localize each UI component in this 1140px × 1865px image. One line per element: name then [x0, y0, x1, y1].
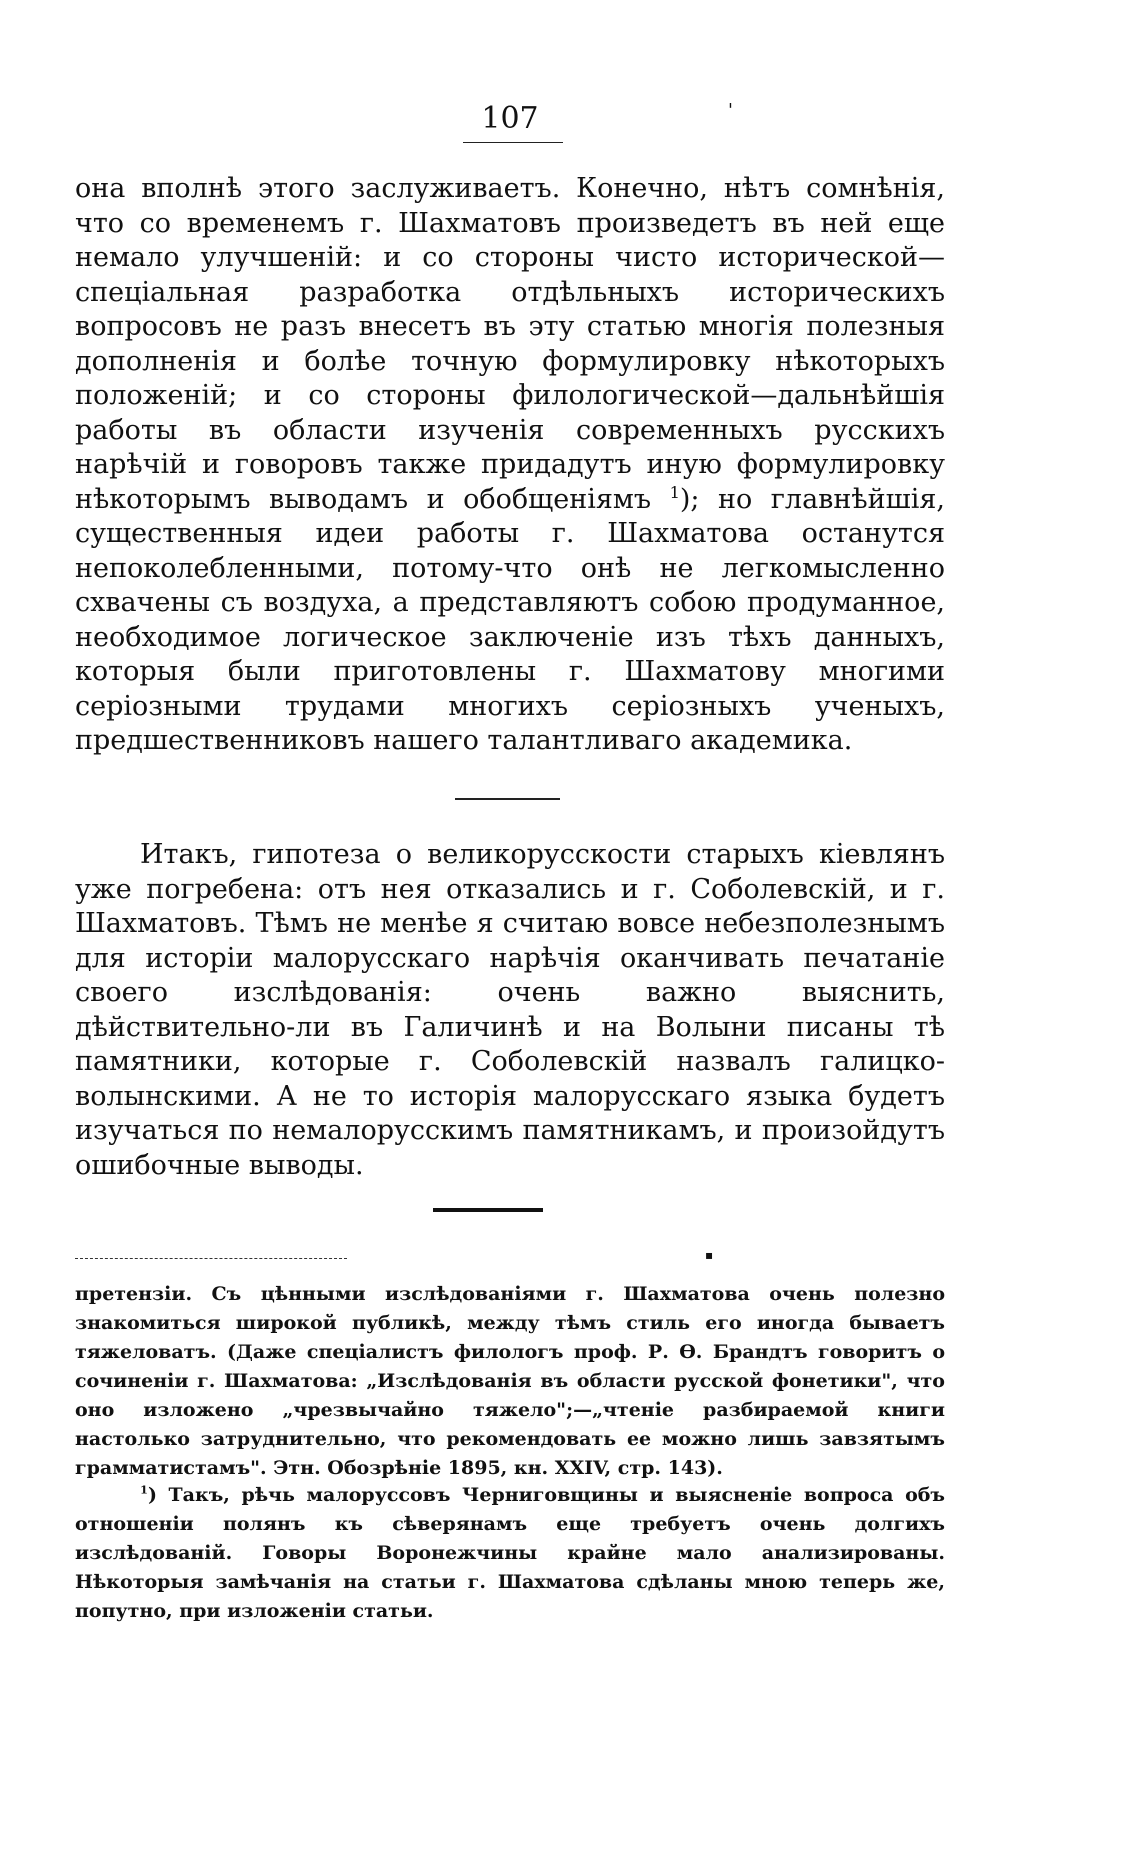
- paragraph-1-text: она вполнѣ этого заслуживаетъ. Конечно, нѣтъ сомнѣнія, что со временемъ г. Шахматовъ произведетъ въ ней еще немало улучшеній: и со стороны чисто исторической—спеціальная разработка отдѣльныхъ историческихъ вопросовъ не разъ внесетъ въ эту статью многія полезныя дополненія и болѣе точную формулировку нѣкоторыхъ положеній; и со стороны филологической—дальнѣйшія работы въ области изученія современныхъ русскихъ нарѣчій и говоровъ также придадутъ иную формулировку нѣкоторымъ выводамъ и обобщеніямъ: [75, 173, 945, 515]
- section-divider-bold: [433, 1208, 543, 1212]
- page-number-underline: [463, 142, 563, 143]
- footnote-continuation-text: претензіи. Съ цѣнными изслѣдованіями г. Шахматова очень полезно знакомиться широкой публикѣ, между тѣмъ стиль его иногда бываетъ тяжеловатъ. (Даже спеціалистъ филологъ проф. Р. Ѳ. Брандтъ говоритъ о сочиненіи г. Шахматова: „Изслѣдованія въ области русской фонетики", что оно изложено „чрезвычайно тяжело";—„чтеніе разбираемой книги настолько затруднительно, что рекомендовать ее можно лишь завзятымъ грамматистамъ". Этн. Обозрѣніе 1895, кн. XXIV, стр. 143).: [75, 1283, 945, 1479]
- footnote-1: [75, 1481, 945, 1626]
- paragraph-2-text: Итакъ, гипотеза о великорусскости старыхъ кіевлянъ уже погребена: отъ нея отказались и г. Соболевскій, и г. Шахматовъ. Тѣмъ не менѣе я считаю вовсе небезполезнымъ для исторіи малорусскаго нарѣчія оканчивать печатаніе своего изслѣдованія: очень важно выяснить, дѣйствительно-ли въ Галичинѣ и на Волыни писаны тѣ памятники, которые г. Соболевскій назвалъ галицко-волынскими. А не то исторія малорусскаго языка будетъ изучаться по немалорусскимъ памятникамъ, и произойдутъ ошибочные выводы.: [75, 839, 945, 1181]
- body-paragraph-1: [75, 172, 945, 759]
- paragraph-1-text-continued: ); но главнѣйшія, существенныя идеи работы г. Шахматова останутся непоколебленными, потому-что онѣ не легкомысленно схвачены съ воздуха, а представляютъ собою продуманное, необходимое логическое заключеніе изъ тѣхъ данныхъ, которыя были приготовлены г. Шахматову многими серіозными трудами многихъ серіозныхъ ученыхъ, предшественниковъ нашего талантливаго академика.: [75, 483, 945, 756]
- stray-ink-mark: ': [728, 100, 733, 121]
- stray-dot-mark: ▪: [705, 1248, 714, 1262]
- section-divider-short: [455, 798, 560, 800]
- footnote-continuation: [75, 1280, 945, 1483]
- footnote-separator: [75, 1258, 347, 1259]
- footnote-1-marker: 1: [140, 1482, 148, 1497]
- body-paragraph-2: [75, 838, 945, 1183]
- footnote-1-text: ) Такъ, рѣчь малоруссовъ Черниговщины и выясненіе вопроса объ отношеніи полянъ къ сѣверянамъ еще требуетъ очень долгихъ изслѣдованій. Говоры Воронежчины крайне мало анализированы. Нѣкоторыя замѣчанія на статьи г. Шахматова сдѣланы мною теперь же, попутно, при изложеніи статьи.: [75, 1484, 945, 1622]
- footnote-reference-1: 1: [669, 482, 680, 502]
- page-number: 107: [481, 101, 539, 136]
